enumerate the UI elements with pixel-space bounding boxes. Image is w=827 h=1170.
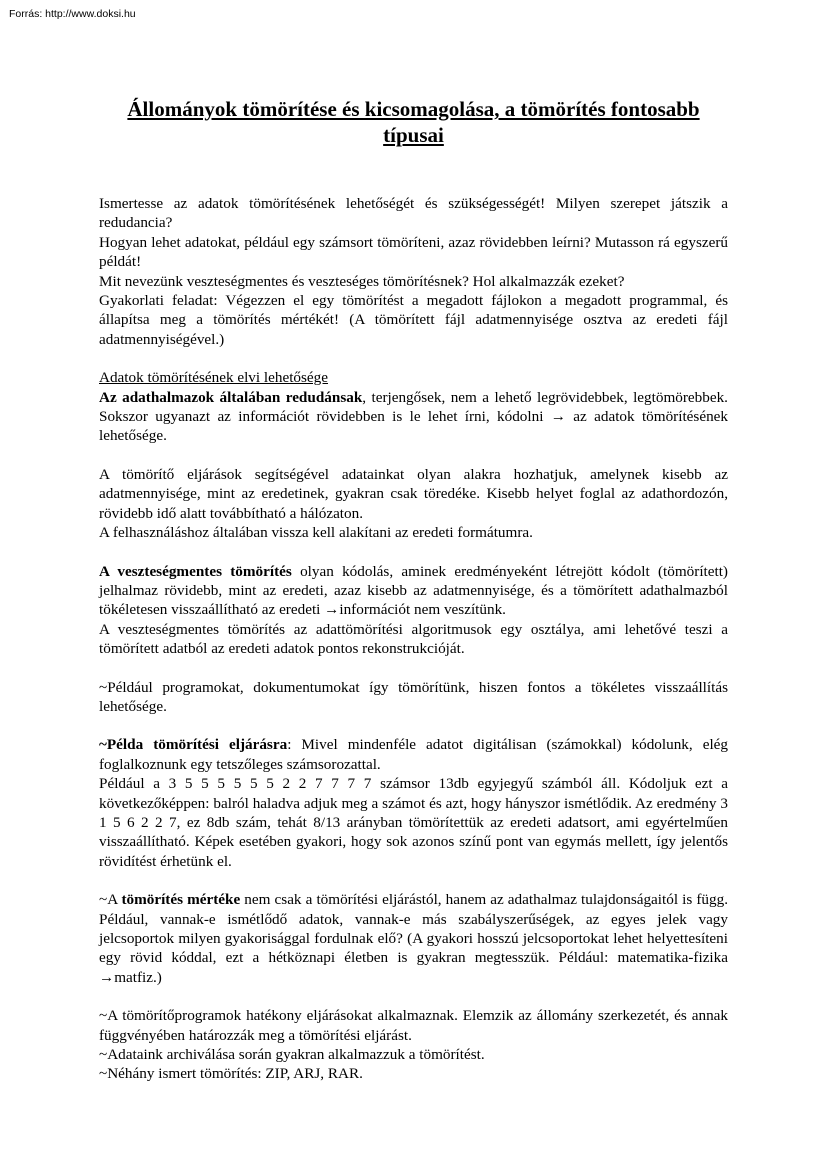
paragraph-lossless-class: A veszteségmentes tömörítés az adattömörítési algoritmusok egy osztálya, ami lehetővé teszi a tömörített adatból az eredeti adatok pontos rekonstrukcióját. <box>99 620 728 658</box>
paragraph-example-method <box>99 735 728 774</box>
paragraph-redundancy-text: , terjengősek, nem a lehető legrövidebbek, legtömörebbek. Sokszor ugyanazt az információt rövidebben is le lehet írni, kódolni → az adatok tömörítésének lehetősége. <box>99 388 728 445</box>
paragraph-archiving: ~Adataink archiválása során gyakran alkalmazzuk a tömörítést. <box>99 1046 485 1064</box>
paragraph-example-method-text: : Mivel mindenféle adatot digitálisan (számokkal) kódolunk, elég foglalkoznunk egy tetszőleges számsorozattal. <box>99 736 728 773</box>
question-2: Hogyan lehet adatokat, például egy számsort tömöríteni, azaz rövidebben leírni? Mutasson rá egyszerű példát! <box>99 233 728 271</box>
paragraph-programs-example: ~Például programokat, dokumentumokat így tömörítünk, hiszen fontos a tökéletes visszaállítás lehetősége. <box>99 678 728 715</box>
paragraph-compression-ratio-text: nem csak a tömörítési eljárástól, hanem az adathalmaz tulajdonságaitól is függ. Például, vannak-e ismétlődő adatok, vannak-e más szabályszerűségek, az egyes jelek vagy jelcsoportok milyen gyakorisággal fordulnak elő? (A gyakori hosszú jelcsoportokat lehet helyettesíteni egy rövid kóddal, ezt a hétköznapi életben is gyakran megtesszük. Például: matematika-fizika →matfiz.) <box>99 891 728 986</box>
paragraph-restore: A felhasználáshoz általában vissza kell alakítani az eredeti formátumra. <box>99 524 533 542</box>
question-4: Gyakorlati feladat: Végezzen el egy tömörítést a megadott fájlokon a megadott programmal, és állapítsa meg a tömörítés mértékét! (A tömörített fájl adatmennyisége osztva az eredeti fájl adatmennyiségével.) <box>99 292 728 348</box>
page-title: Állományok tömörítése és kicsomagolása, a tömörítés fontosabb típusai <box>127 97 700 147</box>
paragraph-known-formats: ~Néhány ismert tömörítés: ZIP, ARJ, RAR. <box>99 1065 363 1083</box>
paragraph-lossless-bold: A veszteségmentes tömörítés <box>99 562 292 580</box>
source-label: Forrás: http://www.doksi.hu <box>9 8 136 20</box>
paragraph-example-method-bold: ~Példa tömörítési eljárásra <box>99 736 288 754</box>
section-heading: Adatok tömörítésének elvi lehetősége <box>99 369 329 387</box>
question-3: Mit nevezünk veszteségmentes és veszteséges tömörítésnek? Hol alkalmazzák ezeket? <box>99 272 625 290</box>
paragraph-compression-ratio-bold: tömörítés mértéke <box>121 891 241 909</box>
paragraph-compressor-programs: ~A tömörítőprogramok hatékony eljárásokat alkalmaznak. Elemzik az állomány szerkezetét, és annak függvényében határozzák meg a tömörítési eljárást. <box>99 1007 728 1044</box>
question-1: Ismertesse az adatok tömörítésének lehetőségét és szükségességét! Milyen szerepet játszik a redudancia? <box>99 195 728 232</box>
paragraph-compression-methods: A tömörítő eljárások segítségével adatainkat olyan alakra hozhatjuk, amelynek kisebb az adatmennyisége, mint az eredetinek, gyakran csak töredéke. Kisebb helyet foglal az adathordozón, rövidebb idő alatt továbbítható a hálózaton. <box>99 465 728 522</box>
paragraph-lossless <box>99 562 728 620</box>
paragraph-redundancy-bold: Az adathalmazok általában redudánsak <box>99 388 363 406</box>
paragraph-lossless-text: olyan kódolás, aminek eredményeként létrejött kódolt (tömörített) jelhalmaz rövidebb, mint az eredeti, azaz kisebb az adatmennyisége, és a tömörített adathalmazból tökéletesen visszaállítható az eredeti →információt nem veszítünk. <box>99 562 728 619</box>
paragraph-number-sequence: Például a 3 5 5 5 5 5 5 2 2 7 7 7 7 számsor 13db egyjegyű számból áll. Kódoljuk ezt a következőképpen: balról haladva adjuk meg a számot és azt, hogy hányszor ismétlődik. Az eredmény 3 1 5 6 2 2 7, ez 8db szám, tehát 8/13 arányban tömörítettük az eredeti adatsort, ami egyértelműen visszaállítható. Képek esetében gyakori, hogy sok azonos színű pont van egymás mellett, így jelentős rövidítést érhetünk el. <box>99 775 728 870</box>
paragraph-compression-ratio <box>99 890 728 987</box>
paragraph-compression-ratio-pre: ~A <box>99 891 122 909</box>
document-body <box>99 96 728 1084</box>
paragraph-redundancy <box>99 388 728 446</box>
